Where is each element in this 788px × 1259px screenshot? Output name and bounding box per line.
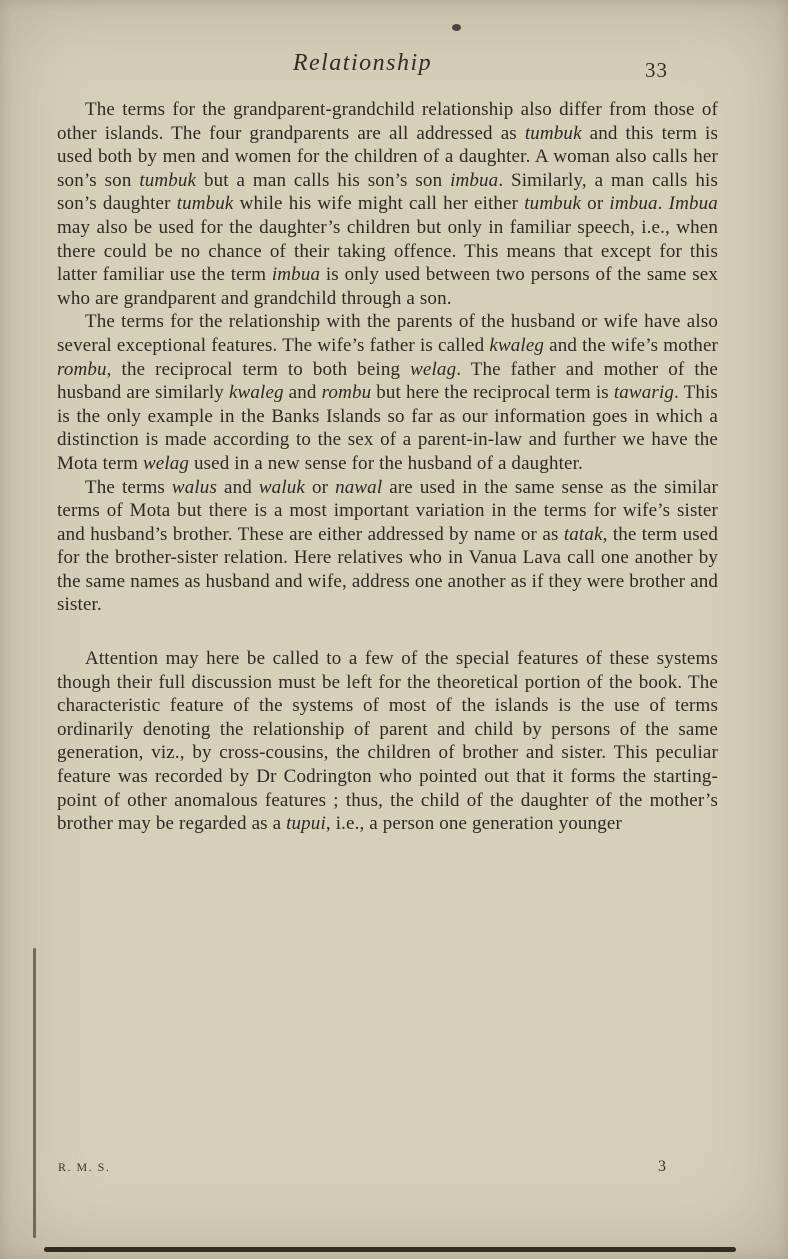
italic-term: tumbuk: [524, 122, 582, 144]
italic-term: walus: [171, 476, 218, 498]
text-run: The terms for the grandparent-grandchild relationship also differ from those of other islands. The four grandparents are all addressed as: [57, 99, 718, 144]
italic-term: tumbuk: [176, 193, 234, 215]
italic-term: Imbua: [668, 193, 718, 215]
text-run: while his wife might call her either: [233, 193, 525, 215]
text-body: [0, 96, 788, 836]
footer-signature-initials: R. M. S.: [58, 1160, 111, 1174]
text-run: or: [581, 193, 610, 215]
italic-term: nawal: [335, 476, 383, 498]
text-run: may also be used for the daughter’s children but only in familiar speech, i.e., when there could be no chance of their taking offence. This means that except for this latter familiar use the term: [57, 216, 718, 286]
gutter-shadow-artifact: [33, 948, 36, 1238]
text-run: Attention may here be called to a few of the special features of these systems though their full discussion must be left for the theoretical portion of the book. The characteristic feature of the systems of most of the islands is the use of terms ordinarily denoting the relationship of parent and child by persons of the same generation, viz., by cross-cousins, the children of brother and sister. This peculiar feature was recorded by Dr Codrington who pointed out that it forms the starting-point of other anomalous features ; thus, the child of the daughter of the mother’s brother may be regarded as a: [57, 648, 718, 835]
text-run: and the wife’s mother: [544, 334, 718, 356]
paragraph: [57, 310, 718, 475]
page-header: [0, 50, 788, 96]
page-footer: [0, 1158, 788, 1178]
italic-term: rombu: [321, 382, 372, 404]
text-run: The terms: [85, 476, 172, 498]
paragraph: [57, 476, 718, 618]
text-run: .: [657, 193, 669, 215]
text-run: , the term used for the brother-sister relation. Here relatives who in Vanua Lava call one another by the same names as husband and wife, address one another as if they were brother and sister.: [57, 523, 718, 616]
italic-term: kwaleg: [489, 334, 545, 356]
bottom-scan-artifact: [44, 1247, 736, 1252]
italic-term: tatak: [563, 523, 603, 545]
ink-blot-artifact: [452, 24, 461, 31]
page-title: Relationship: [292, 50, 433, 76]
text-run: and this term is used both by men and women for the children of a daughter. A woman also calls her son’s son: [57, 122, 718, 191]
page-number: 33: [645, 58, 668, 82]
footer-signature-number: 3: [658, 1158, 666, 1175]
italic-term: tumbuk: [524, 193, 582, 215]
text-run: , the reciprocal term to both being: [106, 358, 411, 380]
text-run: The terms for the relationship with the parents of the husband or wife have also several exceptional features. The wife’s father is called: [57, 311, 718, 356]
italic-term: tawarig: [613, 382, 675, 404]
italic-term: imbua: [450, 169, 499, 191]
text-run: used in a new sense for the husband of a daughter.: [189, 452, 583, 474]
text-run: but a man calls his son’s son: [196, 169, 451, 191]
text-run: , i.e., a person one generation younger: [325, 813, 622, 835]
paragraph: [57, 98, 718, 310]
italic-term: welag: [142, 452, 190, 474]
text-run: is only used between two persons of the same sex who are grandparent and grandchild through a son.: [57, 264, 718, 309]
text-run: and: [283, 382, 322, 404]
text-run: . The father and mother of the husband are similarly: [57, 358, 718, 404]
text-run: . This is the only example in the Banks Islands so far as our information goes in which a distinction is made according to the sex of a parent-in-law and further we have the Mota term: [57, 382, 718, 474]
text-run: and: [217, 476, 259, 498]
text-run: . Similarly, a man calls his son’s daughter: [57, 169, 718, 215]
italic-term: imbua: [271, 264, 321, 286]
text-run: or: [304, 476, 336, 498]
italic-term: waluk: [258, 476, 305, 498]
text-run: but here the reciprocal term is: [371, 382, 614, 404]
italic-term: kwaleg: [228, 382, 284, 404]
italic-term: imbua: [609, 193, 658, 215]
italic-term: welag: [410, 358, 457, 380]
italic-term: tumbuk: [139, 169, 197, 191]
paragraph: [57, 647, 718, 836]
text-run: are used in the same sense as the similar terms of Mota but there is a most important variation in the terms for wife’s sister and husband’s brother. These are either addressed by name or as: [57, 476, 718, 545]
italic-term: tupui: [286, 813, 326, 835]
italic-term: rombu: [57, 358, 107, 380]
